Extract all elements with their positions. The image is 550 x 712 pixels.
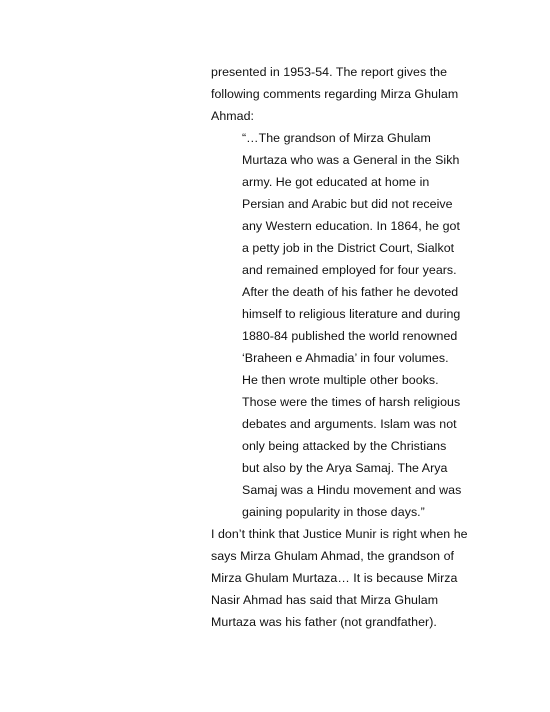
text-line: says Mirza Ghulam Ahmad, the grandson of <box>211 549 455 563</box>
quote-line: After the death of his father he devoted <box>242 285 459 299</box>
text-line: Ahmad: <box>211 109 255 123</box>
quote-line: Samaj was a Hindu movement and was <box>242 483 462 497</box>
quote-line: only being attacked by the Christians <box>242 439 447 453</box>
quote-line: 1880-84 published the world renowned <box>242 329 458 343</box>
quote-line: He then wrote multiple other books. <box>242 373 439 387</box>
quote-line: a petty job in the District Court, Sialkot <box>242 241 455 255</box>
quote-line: Murtaza who was a General in the Sikh <box>242 153 460 167</box>
text-line: Nasir Ahmad has said that Mirza Ghulam <box>211 593 439 607</box>
quote-line: ‘Braheen e Ahmadia’ in four volumes. <box>242 351 449 365</box>
quote-line: debates and arguments. Islam was not <box>242 417 457 431</box>
text-line: following comments regarding Mirza Ghulam <box>211 87 459 101</box>
quote-line: any Western education. In 1864, he got <box>242 219 460 233</box>
quote-line: Those were the times of harsh religious <box>242 395 461 409</box>
text-line: presented in 1953-54. The report gives the <box>211 65 448 79</box>
text-line: Mirza Ghulam Murtaza… It is because Mirza <box>211 571 458 585</box>
quote-line: himself to religious literature and during <box>242 307 461 321</box>
quote-line: and remained employed for four years. <box>242 263 457 277</box>
quote-line: but also by the Arya Samaj. The Arya <box>242 461 448 475</box>
quote-line: Persian and Arabic but did not receive <box>242 197 453 211</box>
quote-line: “…The grandson of Mirza Ghulam <box>242 131 431 145</box>
text-line: I don’t think that Justice Munir is right when he <box>211 527 468 541</box>
quote-line: gaining popularity in those days.” <box>242 505 425 519</box>
quote-line: army. He got educated at home in <box>242 175 430 189</box>
text-line: Murtaza was his father (not grandfather). <box>211 615 437 629</box>
